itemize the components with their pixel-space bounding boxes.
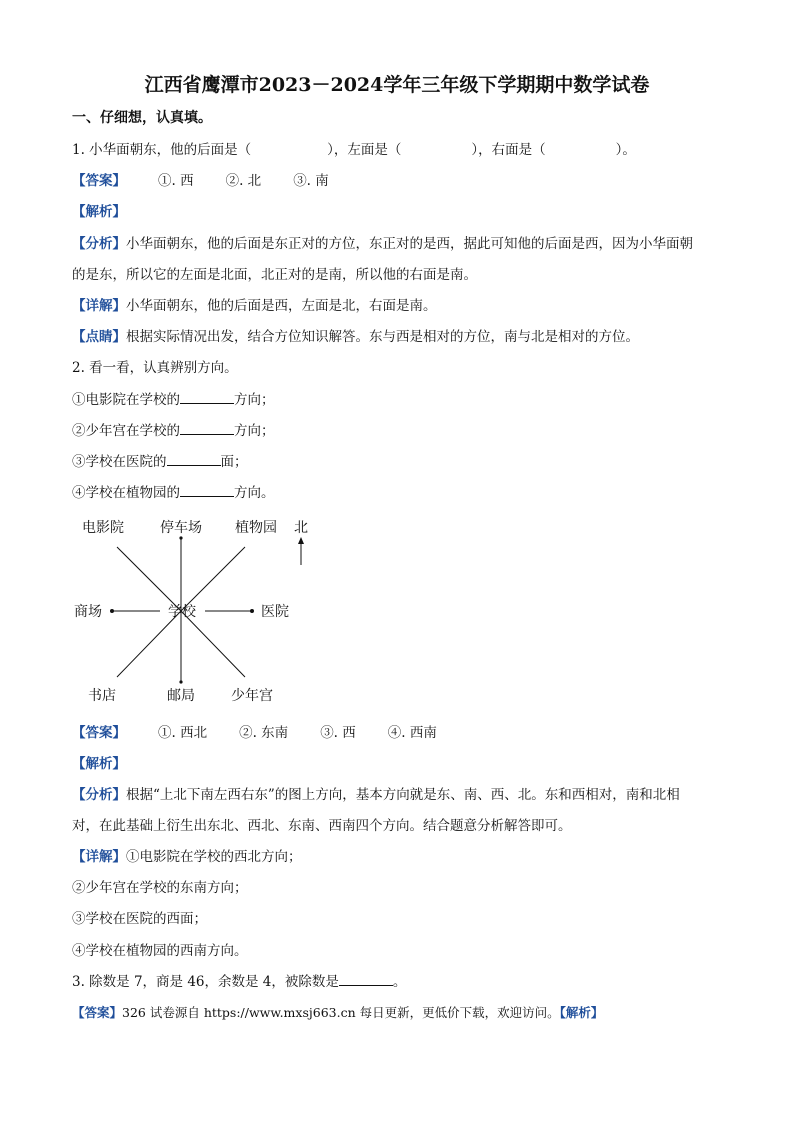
fill-blank[interactable] (180, 422, 234, 435)
endpoint-dot (250, 609, 254, 613)
answer-item: ②. 北 (225, 173, 262, 189)
q2-xiangjie (72, 848, 302, 866)
north-arrow-icon (298, 537, 304, 565)
label-botanical-garden: 植物园 (235, 520, 277, 536)
answer-tag: 【答案】 (72, 1005, 123, 1020)
q2-answer (72, 724, 437, 742)
spoke-se (181, 611, 245, 677)
question-2: 2. 看一看，认真辨别方向。 (72, 360, 238, 376)
answer-tag: 【答案】 (72, 173, 126, 189)
answer-item: ①. 西北 (158, 725, 208, 741)
q3-answer (72, 1004, 603, 1022)
north-label: 北 (294, 520, 308, 536)
label-parking: 停车场 (160, 520, 202, 536)
q1-text-d: ）。 (615, 142, 636, 158)
q1-dianjing (72, 328, 639, 346)
fenxi-tag: 【分析】 (72, 787, 126, 803)
label-youth-palace: 少年宫 (231, 688, 273, 704)
spoke-ne (181, 547, 245, 611)
q2-item-4: ④学校在植物园的 方向。 (72, 485, 275, 501)
label-mall: 商场 (74, 604, 102, 620)
label-post-office: 邮局 (167, 688, 195, 704)
endpoint-dot (110, 609, 114, 613)
answer-item: ③. 西 (320, 725, 356, 741)
q1-analysis-tag: 【解析】 (72, 204, 126, 220)
q1-text-c: ），右面是（ (471, 142, 546, 158)
answer-item: ①. 西 (158, 173, 194, 189)
endpoint-dot (179, 536, 182, 539)
q1-text-a: 1. 小华面朝东，他的后面是（ (72, 142, 252, 158)
answer-item: ②. 东南 (239, 725, 289, 741)
label-bookstore: 书店 (88, 688, 116, 704)
xiangjie-text: 小华面朝东，他的后面是西，左面是北，右面是南。 (126, 298, 437, 314)
q2-item-1: ①电影院在学校的 方向； (72, 392, 275, 408)
q2-fenxi (72, 786, 680, 804)
fill-blank[interactable] (180, 391, 234, 404)
fill-blank[interactable] (339, 973, 393, 986)
label-cinema: 电影院 (82, 520, 124, 536)
answer-item: ③. 南 (293, 173, 329, 189)
fenxi-text: 小华面朝东，他的后面是东正对的方位，东正对的是西，据此可知他的后面是西，因为小华面朝 (126, 236, 693, 252)
answer-item: ④. 西南 (387, 725, 437, 741)
fill-blank[interactable] (180, 484, 234, 497)
q2-item-2: ②少年宫在学校的 方向； (72, 423, 275, 439)
dianjing-tag: 【点睛】 (72, 329, 126, 345)
section-heading: 一、仔细想，认真填。 (72, 110, 212, 126)
label-hospital: 医院 (261, 604, 289, 620)
q1-fenxi (72, 235, 693, 253)
q2-item-3: ③学校在医院的 面； (72, 454, 248, 470)
q2-xiangjie-line: ②少年宫在学校的东南方向； (72, 880, 248, 896)
q1-xiangjie (72, 297, 437, 315)
answer-text: 326 试卷源自 https://www.mxsj663.cn 每日更新，更低价下载，欢迎访问。 (122, 1005, 560, 1020)
q1-answer (72, 172, 329, 190)
q2-fenxi-line2: 对，在此基础上衍生出东北、西北、东南、西南四个方向。结合题意分析解答即可。 (72, 818, 572, 834)
fill-blank[interactable] (167, 453, 221, 466)
q2-xiangjie-line: ③学校在医院的西面； (72, 911, 207, 927)
xiangjie-text: ①电影院在学校的西北方向； (126, 849, 302, 865)
direction-diagram (60, 510, 330, 710)
spoke-nw (117, 547, 181, 611)
q1-fenxi-line2: 的是东，所以它的左面是北面，北正对的是南，所以他的右面是南。 (72, 267, 477, 283)
question-3: 3. 除数是 7，商是 46，余数是 4，被除数是 。 (72, 974, 407, 990)
q2-xiangjie-line: ④学校在植物园的西南方向。 (72, 943, 248, 959)
xiangjie-tag: 【详解】 (72, 298, 126, 314)
page-title: 江西省鹰潭市2023－2024学年三年级下学期期中数学试卷 (144, 74, 650, 96)
q2-analysis-tag: 【解析】 (72, 756, 126, 772)
analysis-tag: 【解析】 (559, 1005, 604, 1020)
fenxi-tag: 【分析】 (72, 236, 126, 252)
xiangjie-tag: 【详解】 (72, 849, 126, 865)
fenxi-text: 根据“上北下南左西右东”的图上方向，基本方向就是东、南、西、北。东和西相对，南和北相 (126, 787, 680, 803)
label-school: 学校 (168, 604, 196, 620)
question-1 (72, 141, 636, 159)
q1-text-b: ），左面是（ (327, 142, 402, 158)
endpoint-dot (179, 680, 182, 683)
spoke-sw (117, 611, 181, 677)
answer-tag: 【答案】 (72, 725, 126, 741)
dianjing-text: 根据实际情况出发，结合方位知识解答。东与西是相对的方位，南与北是相对的方位。 (126, 329, 639, 345)
